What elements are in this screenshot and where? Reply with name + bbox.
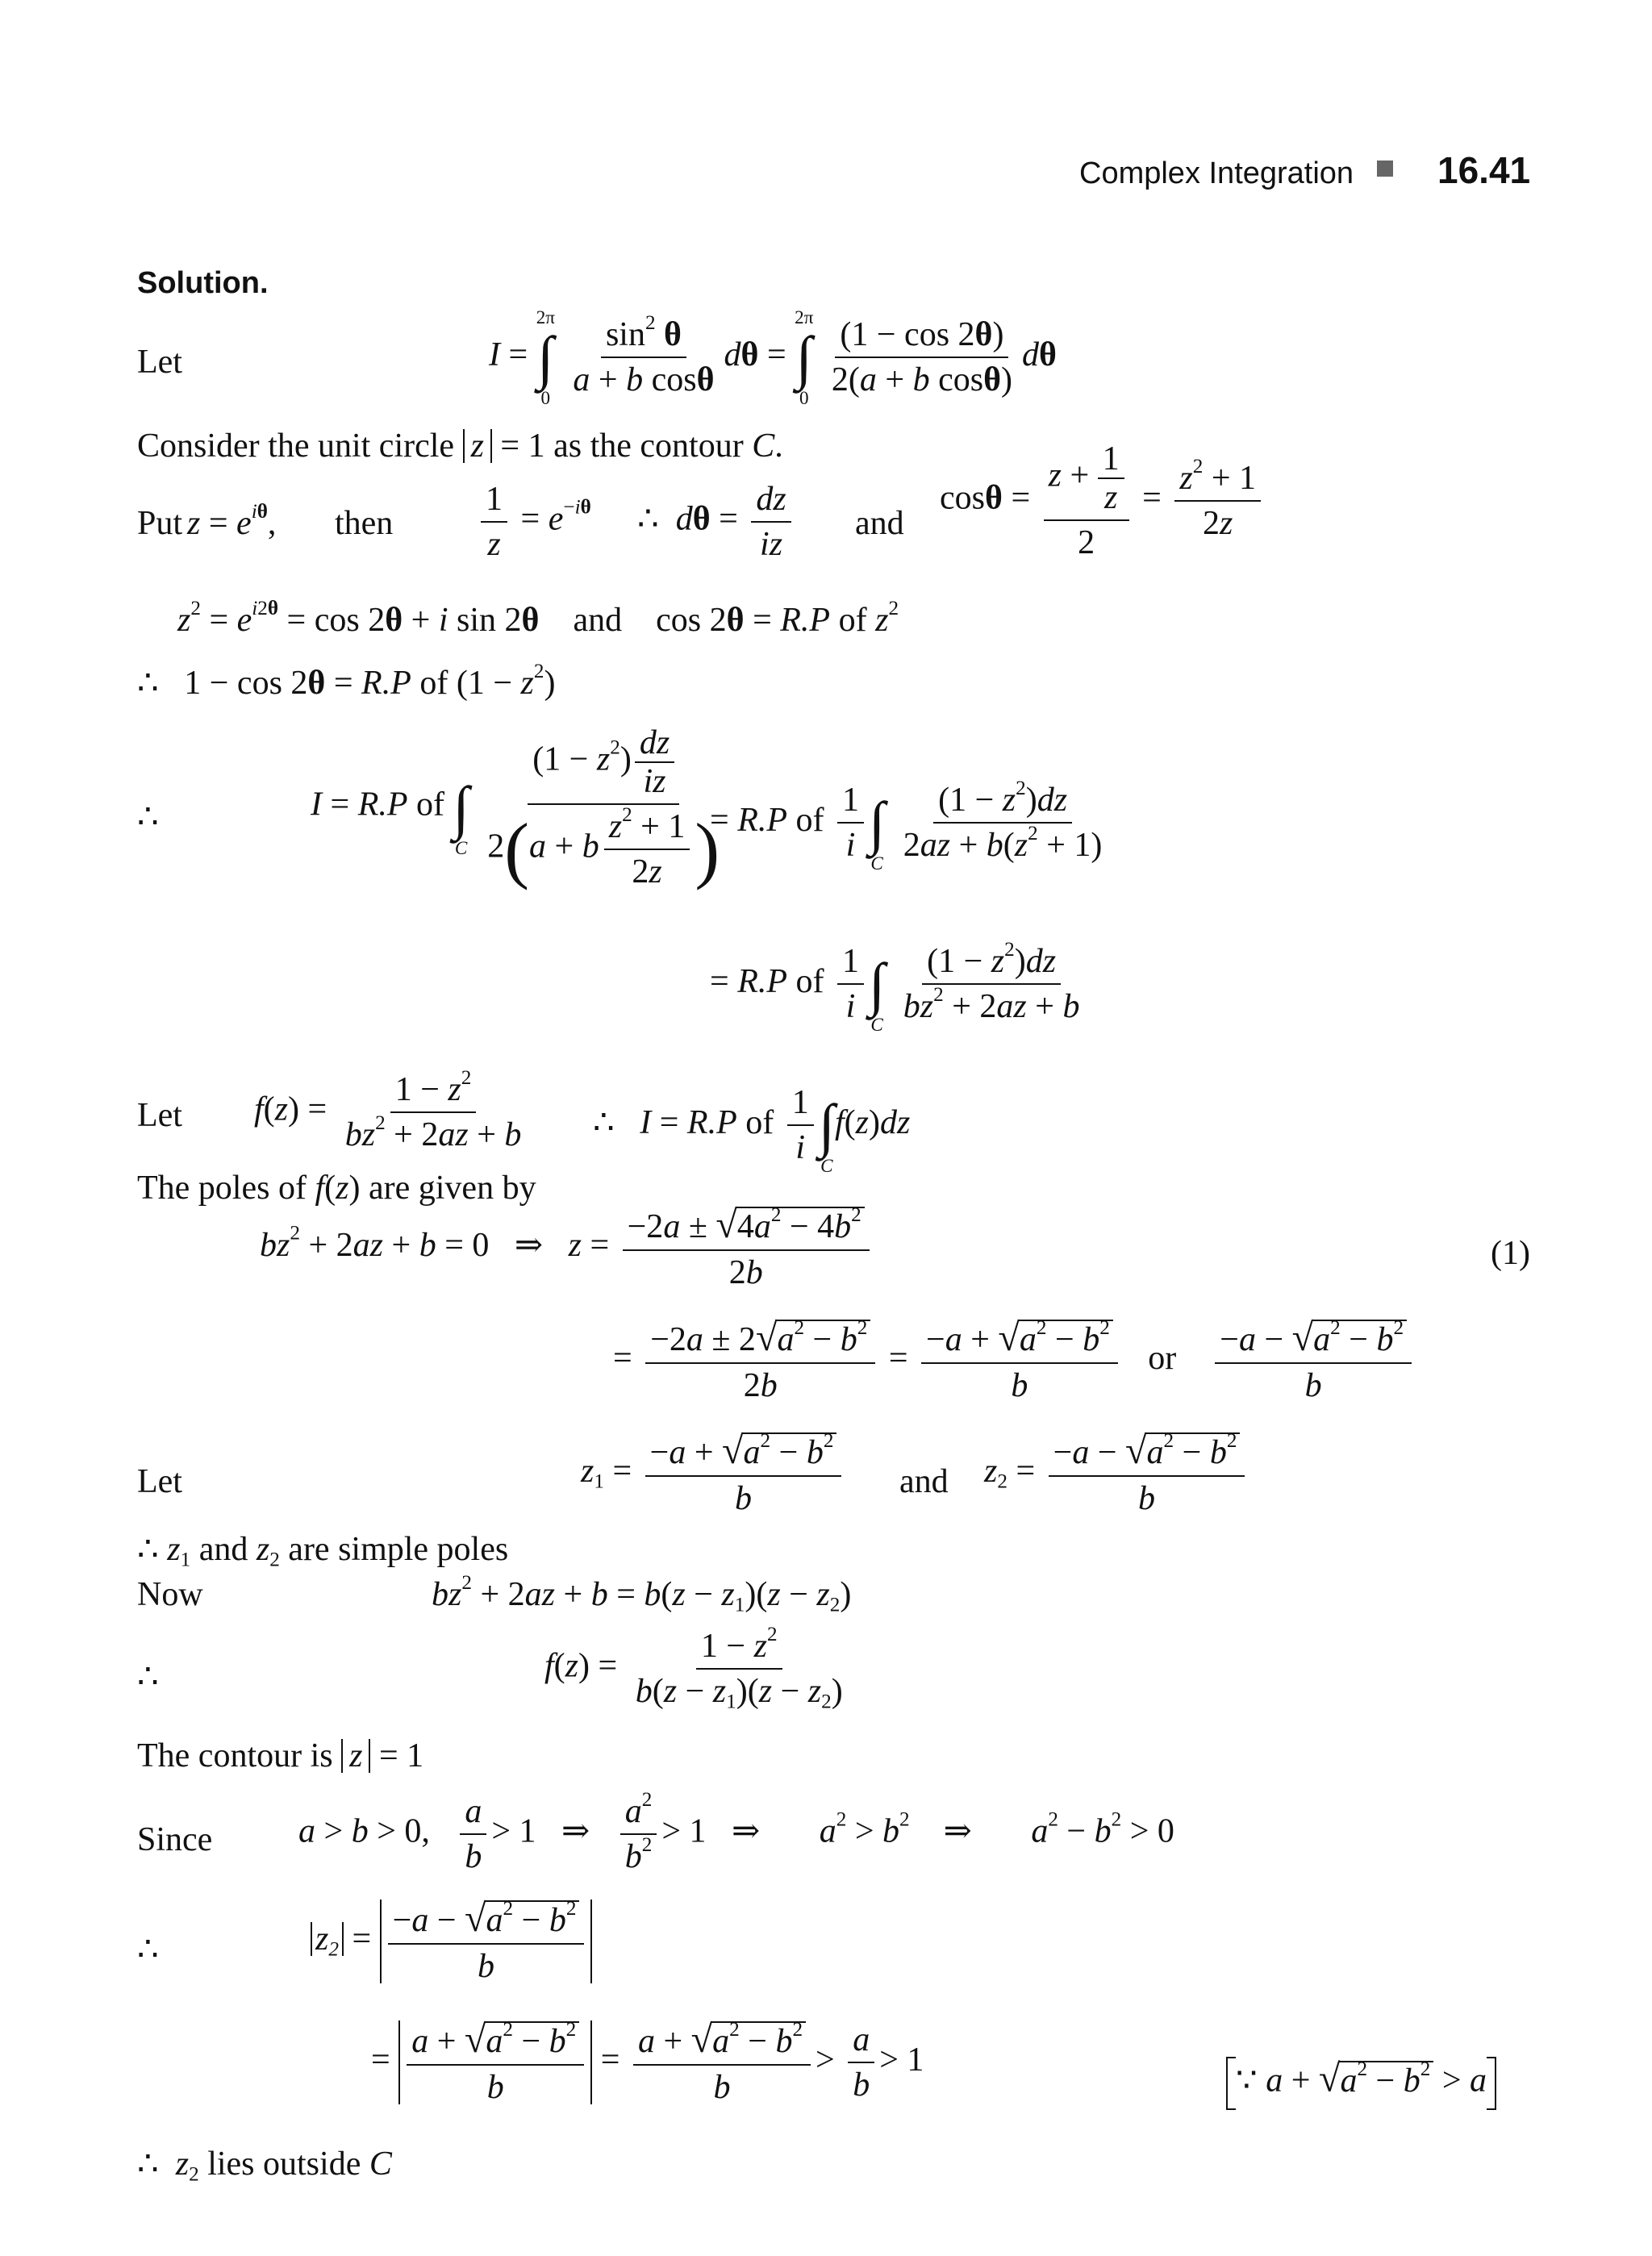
integral-definition: I = 2π ∫ 0 $\frac{\sin^2 \theta}{\text{a + b cosθ}}$ dθ = 2π ∫ 0 $\frac{(1 - \cos 2\theta)}{\text{2(a + b cosθ)}}$ dθ xyxy=(489,306,1057,409)
poles-text: The poles of xyxy=(137,1170,307,1207)
therefore-symbol: ∴ xyxy=(137,1658,159,1695)
rp-text: R.P xyxy=(686,1103,737,1141)
and-label-2: and xyxy=(573,602,623,639)
z1-definition: $z_1$ = $\frac{-a + √a^2 - b^2}{b}$ xyxy=(581,1432,846,1516)
contour-integral-step1: I = R.P of ∫ C $(1 - z^2)$ $\frac{dz}{iz}$ 2(a + b $\frac{z^2 + 1}{2z}$ ) xyxy=(311,724,720,890)
of-text: of xyxy=(416,786,444,824)
let-label: Let xyxy=(137,1463,182,1500)
one-minus-cos-line: ∴ 1 − cos 2θ = R.P of $(1 - z^2)$ xyxy=(137,660,556,702)
therefore-symbol: ∴ xyxy=(137,1931,159,1968)
put-label: Put xyxy=(137,505,183,542)
page-number: 16.41 xyxy=(1437,149,1531,191)
z2-modulus-simplified: = $\frac{a + √a^2 - b^2}{b}$ = $\frac{a + √a^2 - b^2}{b}$ > $\frac{a}{b}$ > 1 xyxy=(371,2018,924,2107)
are-given-by-text: are given by xyxy=(368,1170,536,1207)
let-label: Let xyxy=(137,1097,182,1134)
and-text: and xyxy=(198,1531,248,1568)
and-label-3: and xyxy=(899,1463,949,1500)
substitution: $z = e^{i\theta}$, xyxy=(187,500,277,542)
factorization: $bz^2 + 2az + b = b(z - z_1)(z - z_2)$ xyxy=(432,1571,852,1616)
I-in-terms-of-f: ∴ I = R.P of $\frac{1}{i}$ ∫ C f(z)dz xyxy=(593,1084,911,1177)
of-text: of xyxy=(419,665,448,702)
of-text: of xyxy=(795,962,824,1000)
reciprocal-z: $\frac{1}{z}$ = $e^{-i\theta}$ xyxy=(476,482,591,561)
rp-text: R.P xyxy=(737,962,787,1000)
therefore-symbol: ∴ xyxy=(137,665,159,702)
since-label: Since xyxy=(137,1821,213,1858)
therefore-symbol: ∴ xyxy=(137,799,159,836)
equation-number: (1) xyxy=(1491,1235,1530,1272)
simple-poles-text: are simple poles xyxy=(288,1531,509,1568)
z-squared-line: $z^2 = e^{i2\theta} = \cos 2\theta + i$ sin 2θ and cos 2θ = R.P of $z^2$ xyxy=(177,597,899,639)
solution-heading: Solution. xyxy=(137,266,269,300)
consider-text: Consider the unit circle xyxy=(137,427,455,465)
unit-circle-line: Consider the unit circle z = 1 as the contour C. xyxy=(137,427,783,465)
of-text: of xyxy=(745,1103,774,1141)
z2-modulus: $z_2$ = $\frac{-a - √a^2 - b^2}{b}$ xyxy=(311,1899,592,1983)
f-factored: f(z) = $\frac{1 - z^2}{b(z - z_1)(z - z_2)}$ xyxy=(544,1623,843,1713)
rp-text: R.P xyxy=(780,602,831,639)
dtheta-expression: ∴ dθ = $\frac{dz}{iz}$ xyxy=(637,482,796,561)
roots-simplified: = $\frac{-2a \pm 2√a^2 - b^2}{2b}$ = $\frac{-a + √a^2 - b^2}{b}$ or $\frac{-a - √a^2 - b^2}{b}$ xyxy=(613,1319,1416,1403)
of-text: of xyxy=(838,602,867,639)
or-text: or xyxy=(1148,1339,1177,1377)
contour-line: The contour is z = 1 xyxy=(137,1737,424,1774)
simple-poles-line: ∴ $z_1$ and $z_2$ are simple poles xyxy=(137,1531,509,1571)
therefore-symbol: ∴ xyxy=(137,1531,159,1568)
rp-text: R.P xyxy=(357,786,408,824)
z2-definition: $z_2$ = $\frac{-a - √a^2 - b^2}{b}$ xyxy=(984,1432,1249,1516)
of-text: of xyxy=(795,801,824,839)
as-contour-text: as the contour xyxy=(553,427,744,465)
lies-outside-text: lies outside xyxy=(207,2145,361,2183)
rp-text: R.P xyxy=(361,665,411,702)
poles-line: The poles of f(z) are given by xyxy=(137,1170,536,1207)
contour-integral-step2: = R.P of $\frac{1}{i}$ ∫ C $\frac{(1 - z^2)dz}{2az + b(z^2 + 1)}$ xyxy=(710,777,1103,874)
therefore-symbol: ∴ xyxy=(137,2145,159,2183)
cos-theta-expression: cosθ = z + $\frac{1}{z}$ 2 = $\frac{z^2 + 1}{2z}$ xyxy=(940,442,1266,560)
quadratic-roots: $bz^2 + 2az + b = 0$ ⇒ z = $\frac{-2a \pm √4a^2 - 4b^2}{2b}$ xyxy=(260,1206,874,1290)
and-label-1: and xyxy=(855,505,904,542)
contour-integral-step3: = R.P of $\frac{1}{i}$ ∫ C $\frac{(1 - z^2)dz}{bz^2 + 2az + b}$ xyxy=(710,938,1080,1036)
rp-text: R.P xyxy=(737,801,787,839)
let-label: Let xyxy=(137,344,182,381)
inequality-chain: a > b > 0, $\frac{a}{b}$ > 1 ⇒ $\frac{a^2}{b^2}$ > 1 ⇒ $a^2 > b^2$ ⇒ $a^2 - b^2 > 0$ xyxy=(298,1788,1174,1875)
header-square-icon xyxy=(1377,161,1393,177)
conclusion-line: ∴ $z_2$ lies outside C xyxy=(137,2145,392,2186)
now-label: Now xyxy=(137,1576,203,1613)
f-definition: f(z) = $\frac{1 - z^2}{bz^2 + 2az + b}$ xyxy=(254,1066,522,1153)
then-label: then xyxy=(335,505,394,542)
because-note: ∵ $a + √a^2 - b^2 > a$ xyxy=(1226,2057,1496,2110)
chapter-title: Complex Integration xyxy=(1079,156,1354,190)
contour-is-text: The contour is xyxy=(137,1737,333,1774)
